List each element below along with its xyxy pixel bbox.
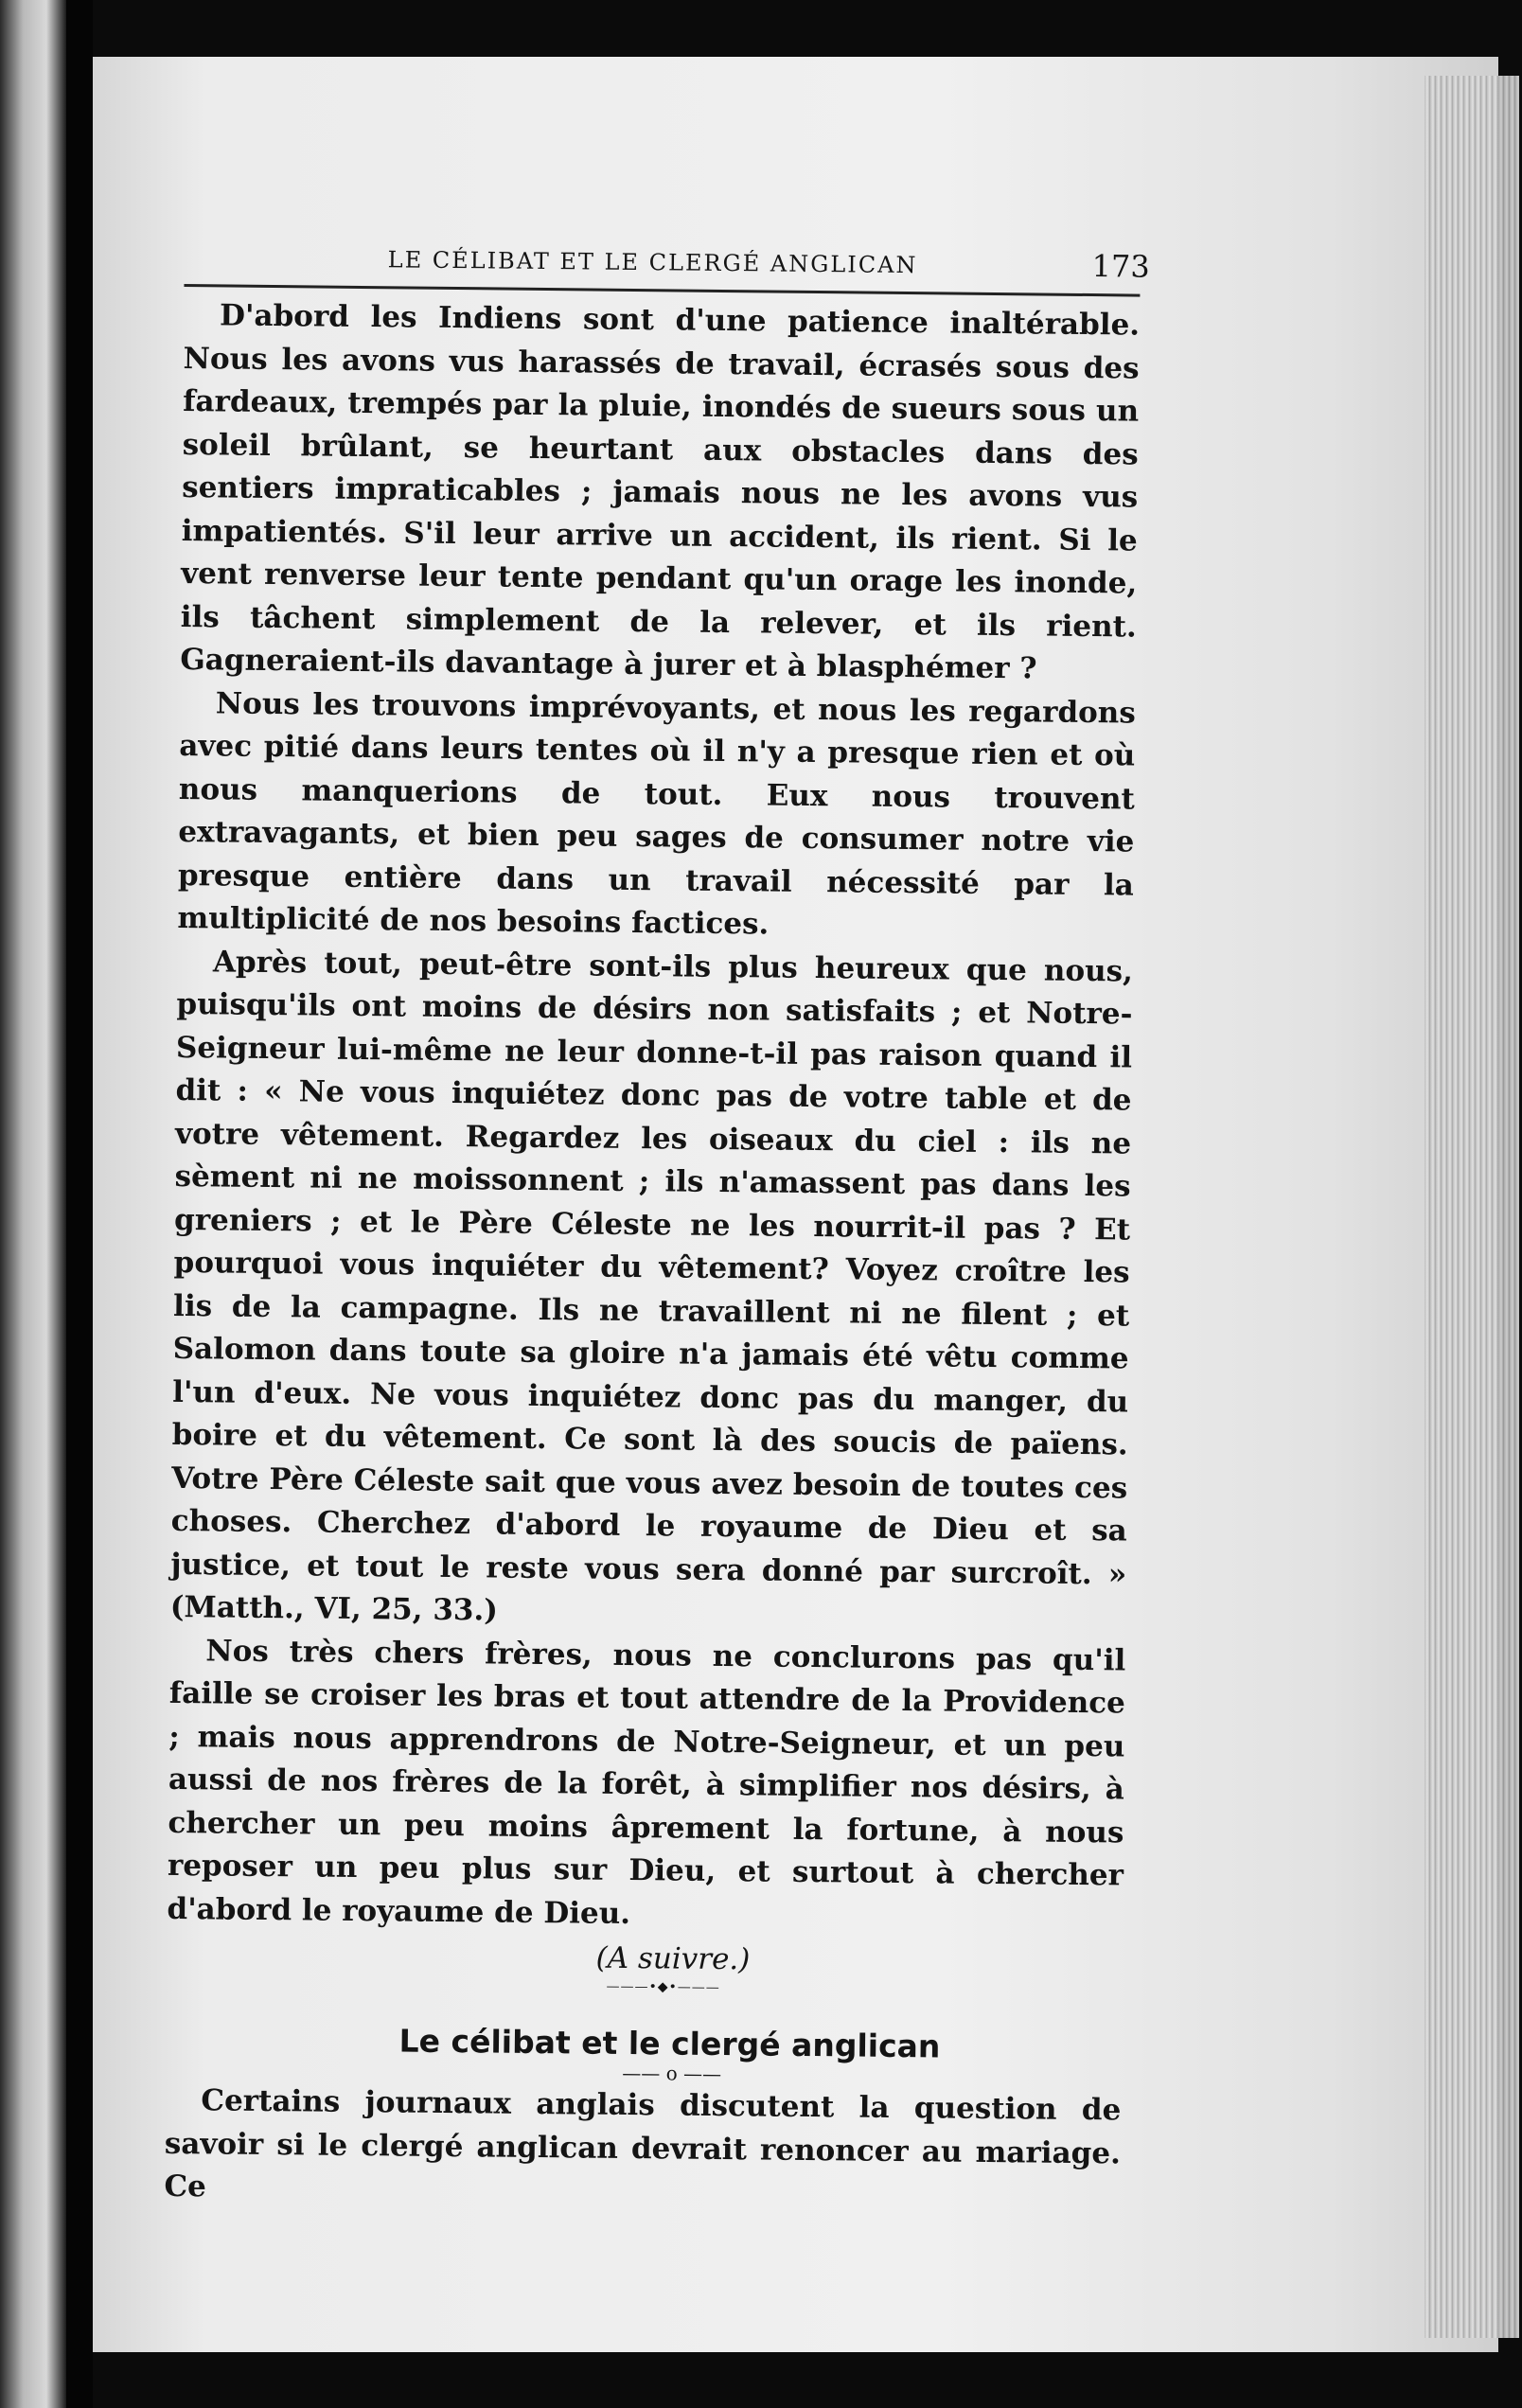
title-rule: —— o —— xyxy=(622,2061,722,2086)
section-title: Le célibat et le clergé anglican xyxy=(398,2022,941,2065)
running-head xyxy=(184,237,1150,297)
book-gutter xyxy=(66,0,93,2408)
continued-note: (A suivre.) xyxy=(595,1940,751,1977)
paragraph: Après tout, peut-être sont-ils plus heureux que nous, puisqu'ils ont moins de désirs non satisfaits ; et Notre-Seigneur lui-même ne leur donne-t-il pas raison quand il dit : « Ne vous inquiétez donc pas de votre table et de votre vêtement. Regardez les oiseaux du ciel : ils ne sèment ni ne moissonnent ; ils n'amassent pas dans les greniers ; et le Père Céleste ne les nourrit-il pas ? Et pourquoi vous inquiéter du vêtement? Voyez croître les lis de la campagne. Ils ne travaillent ni ne filent ; et Salomon dans toute sa gloire n'a jamais été vêtu comme l'un d'eux. Ne vous inquiétez donc pas du manger, du boire et du vêtement. Ce sont là des soucis de païens. Votre Père Céleste sait que vous avez besoin de toutes ces choses. Cherchez d'abord le royaume de Dieu et sa justice, et tout le reste vous sera donné par surcroît. » (Matth., VI, 25, 33.) xyxy=(169,944,1134,1628)
ornament-divider: ———•◆•——— xyxy=(606,1978,720,1996)
page-number: 173 xyxy=(1091,248,1150,285)
page-stack-edge xyxy=(1425,76,1519,2338)
paragraph: D'abord les Indiens sont d'une patience inaltérable. Nous les avons vus harassés de travail, écrasés sous des fardeaux, trempés par la pluie, inondés de sueurs sous un soleil brûlant, se heurtant aux obstacles dans des sentiers impraticables ; jamais nous ne les avons vus impatientés. S'il leur arrive un accident, ils rient. Si le vent renverse leur tente pendant qu'un orage les inonde, ils tâchent simplement de la relever, et ils rient. Gagneraient-ils davantage à jurer et à blasphémer ? xyxy=(180,298,1141,686)
page-content xyxy=(164,237,1150,2219)
paragraph: Certains journaux anglais discutent la question de savoir si le clergé anglican devrait renoncer au mariage. Ce xyxy=(164,2083,1122,2204)
paragraph: Nos très chers frères, nous ne conclurons pas qu'il faille se croiser les bras et tout attendre de la Providence ; mais nous apprendrons de Notre-Seigneur, et un peu aussi de nos frères de la forêt, à simplifier nos désirs, à chercher un peu moins âprement la fortune, à nous reposer un peu plus sur Dieu, et surtout à chercher d'abord le royaume de Dieu. xyxy=(167,1633,1126,1931)
left-page-edge xyxy=(0,0,66,2408)
running-title: LE CÉLIBAT ET LE CLERGÉ ANGLICAN xyxy=(387,246,918,279)
paragraph: Nous les trouvons imprévoyants, et nous les regardons avec pitié dans leurs tentes où il n'y a presque rien et où nous manquerions de tout. Eux nous trouvent extravagants, et bien peu sages de consumer notre vie presque entière dans un travail nécessité par la multiplicité de nos besoins factices. xyxy=(177,685,1136,942)
